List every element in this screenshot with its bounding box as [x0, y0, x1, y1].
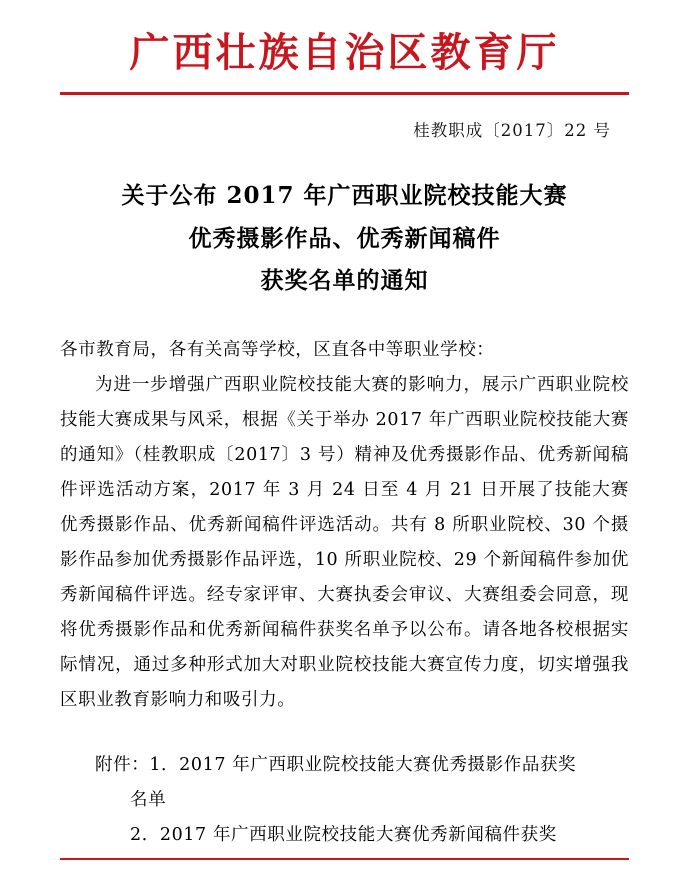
document-header [60, 0, 629, 141]
attachment-1-number: 1． [149, 754, 180, 775]
attachments-label: 附件： [95, 754, 150, 775]
document-title-line-2: 优秀摄影作品、优秀新闻稿件 [188, 224, 501, 252]
attachment-2-number: 2． [130, 824, 160, 845]
header-red-rule [60, 92, 629, 95]
document-body [60, 333, 629, 853]
attachment-2 [60, 818, 629, 853]
body-paragraph-1: 为进一步增强广西职业院校技能大赛的影响力，展示广西职业院校技能大赛成果与风采，根据《关于举办 2017 年广西职业院校技能大赛的通知》（桂教职成〔2017〕3 号）精神及优秀摄影作品、优秀新闻稿件评选活动方案，2017 年 3 月 24 日至 4 月 21 日开展了技能大赛优秀摄影作品、优秀新闻稿件评选活动。共有 8 所职业院校、30 个摄影作品参加优秀摄影作品评选，10 所职业院校、29 个新闻稿件参加优秀新闻稿件评选。经专家评审、大赛执委会审议、大赛组委会同意，现将优秀摄影作品和优秀新闻稿件获奖名单予以公布。请各地各校根据实际情况，通过多种形式加大对职业院校技能大赛宣传力度，切实增强我区职业教育影响力和吸引力。 [60, 374, 629, 710]
document-title-line-3: 获奖名单的通知 [260, 267, 429, 295]
attachments-block [60, 748, 629, 853]
attachment-1-text: 2017 年广西职业院校技能大赛优秀摄影作品获奖 [179, 754, 577, 775]
issuing-organization-title: 广西壮族自治区教育厅 [129, 29, 560, 76]
salutation: 各市教育局，各有关高等学校，区直各中等职业学校： [60, 339, 495, 360]
document-number: 桂教职成〔2017〕22 号 [413, 121, 611, 140]
attachment-2-text: 2017 年广西职业院校技能大赛优秀新闻稿件获奖 [159, 824, 557, 845]
footer-red-rule [60, 858, 629, 860]
attachment-1-continuation: 名单 [130, 789, 167, 810]
document-title [60, 175, 629, 303]
document-title-line-1: 关于公布 2017 年广西职业院校技能大赛 [121, 182, 568, 209]
